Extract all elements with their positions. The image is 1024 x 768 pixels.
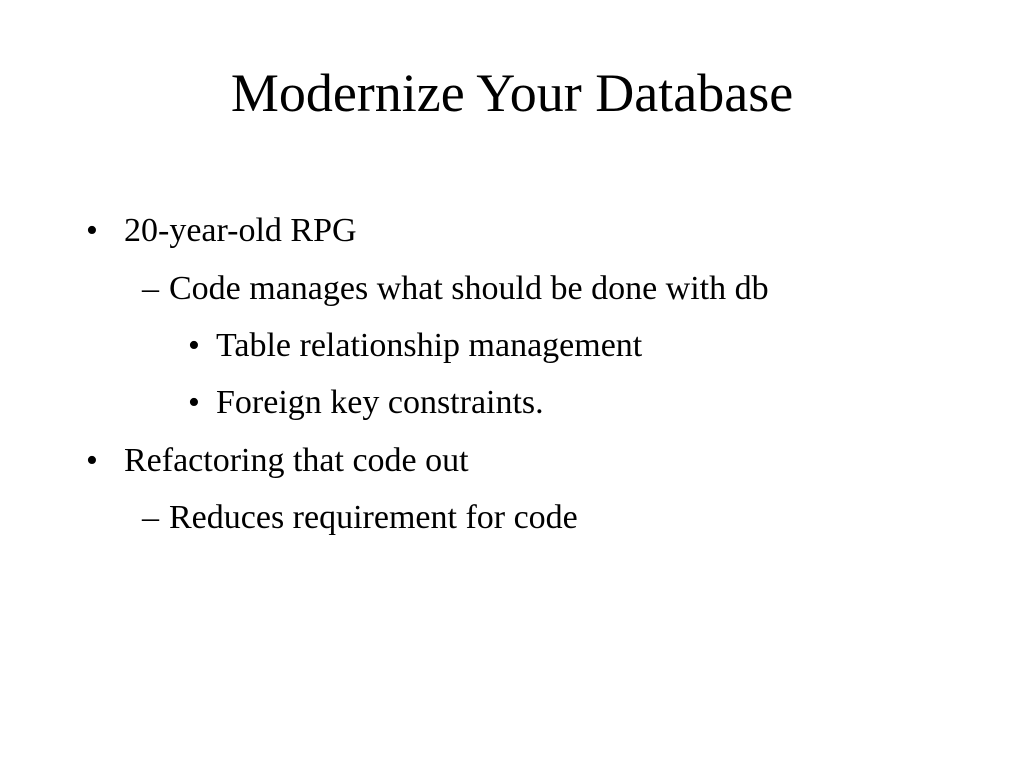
bullet-text: Refactoring that code out (124, 442, 469, 479)
sub-bullet-text: Reduces requirement for code (169, 499, 578, 536)
dash-marker: – (142, 499, 159, 536)
sub-bullet-text: Code manages what should be done with db (169, 270, 769, 307)
dash-marker: – (142, 270, 159, 307)
bullet-marker: • (188, 327, 200, 364)
sub-sub-bullet-text: Foreign key constraints. (216, 384, 544, 421)
bullet-marker: • (86, 442, 98, 479)
slide-title: Modernize Your Database (230, 63, 794, 123)
bullet-marker: • (86, 212, 98, 249)
bullet-marker: • (188, 384, 200, 421)
sub-sub-bullet-text: Table relationship management (216, 327, 643, 364)
bullet-text: 20-year-old RPG (124, 212, 357, 249)
